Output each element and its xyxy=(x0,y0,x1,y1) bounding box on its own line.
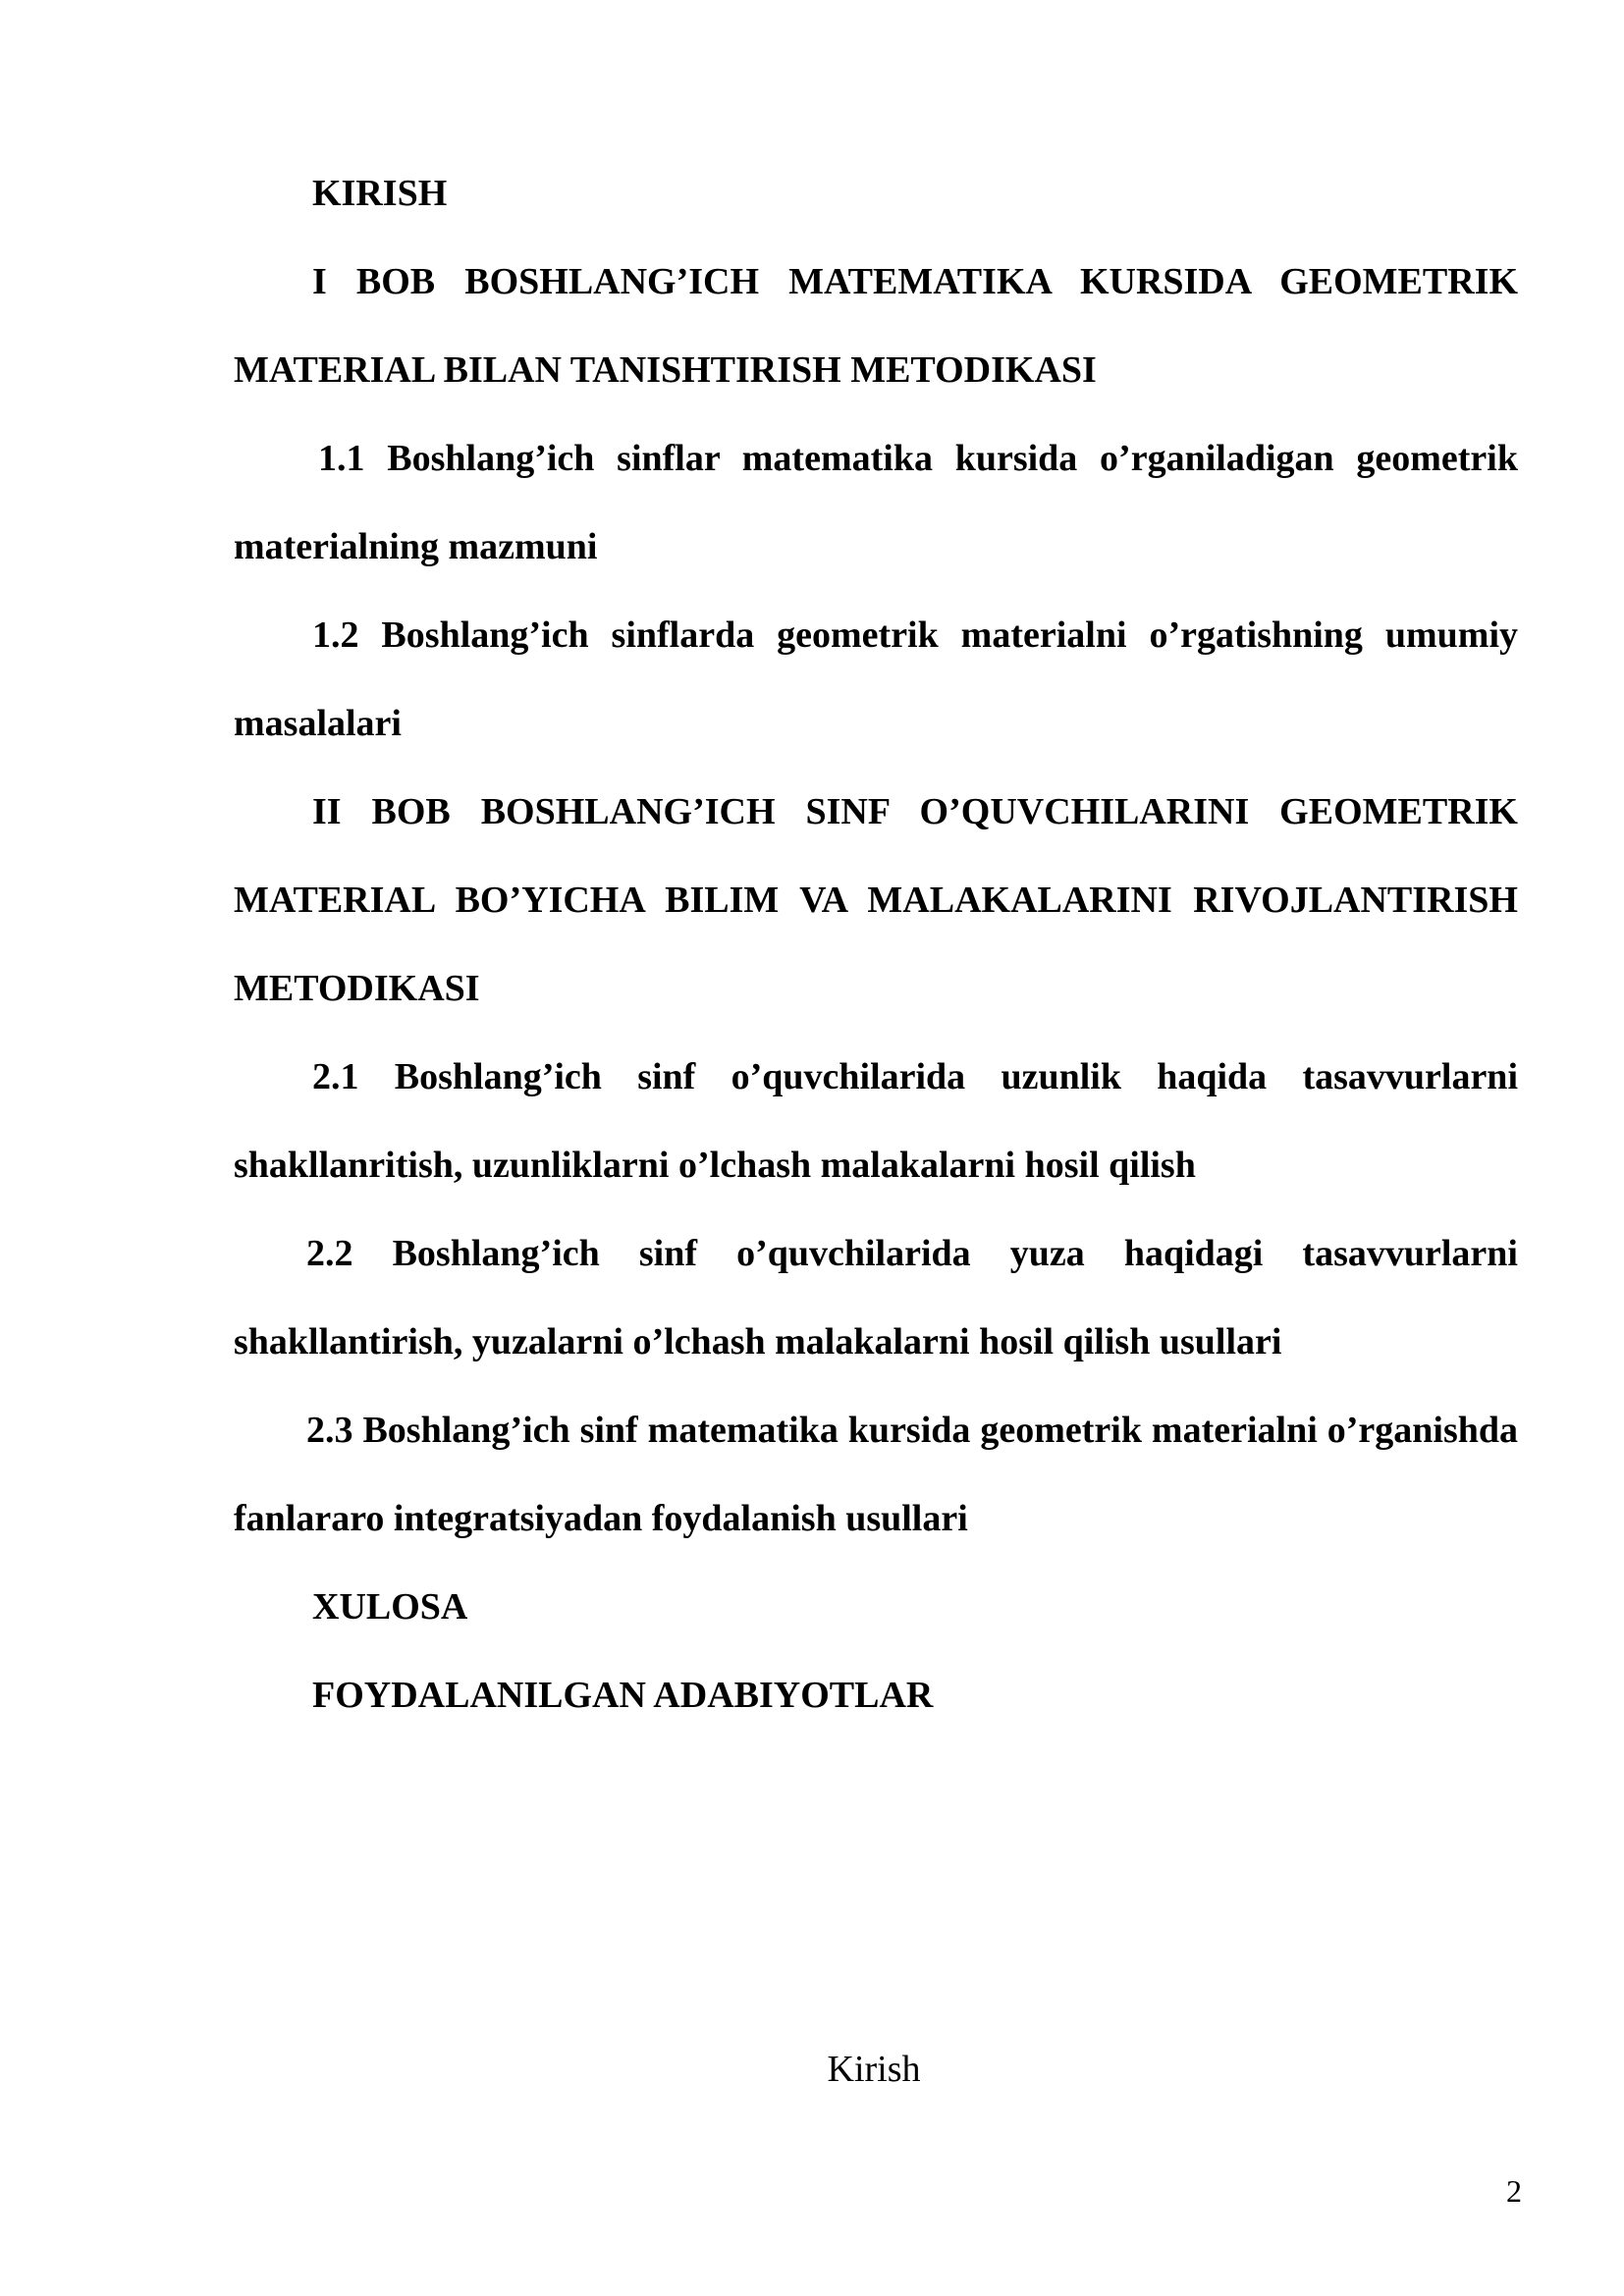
toc-entry-section-2-1: 2.1 Boshlang’ich sinf o’quvchilarida uzunlik haqida tasavvurlarni shakllanritish, uzunliklarni o’lchash malakalarni hosil qilish xyxy=(234,1056,1518,1186)
toc-entry-section-2-2: 2.2 Boshlang’ich sinf o’quvchilarida yuza haqidagi tasavvurlarni shakllantirish, yuzalarni o’lchash malakalarni hosil qilish usullari xyxy=(234,1233,1518,1362)
toc-entry-section-1-2: 1.2 Boshlang’ich sinflarda geometrik materialni o’rgatishning umumiy masalalari xyxy=(234,614,1518,744)
toc-entry-references: FOYDALANILGAN ADABIYOTLAR xyxy=(312,1675,934,1716)
toc-entry-section-1-1: 1.1 Boshlang’ich sinflar matematika kursida o’rganiladigan geometrik materialning mazmuni xyxy=(234,438,1518,567)
toc-entry-conclusion: XULOSA xyxy=(312,1586,468,1628)
toc-entry-chapter-1: I BOB BOSHLANG’ICH MATEMATIKA KURSIDA GEOMETRIK MATERIAL BILAN TANISHTIRISH METODIKASI xyxy=(234,261,1518,391)
table-of-contents xyxy=(234,149,1518,1739)
page-number: 2 xyxy=(1506,2173,1522,2209)
toc-entry-introduction: KIRISH xyxy=(312,173,448,214)
section-heading: Kirish xyxy=(827,2049,921,2090)
toc-entry-chapter-2: II BOB BOSHLANG’ICH SINF O’QUVCHILARINI GEOMETRIK MATERIAL BO’YICHA BILIM VA MALAKALARINI RIVOJLANTIRISH METODIKASI xyxy=(234,791,1518,1009)
toc-entry-section-2-3: 2.3 Boshlang’ich sinf matematika kursida geometrik materialni o’rganishda fanlararo integratsiyadan foydalanish usullari xyxy=(234,1410,1518,1539)
